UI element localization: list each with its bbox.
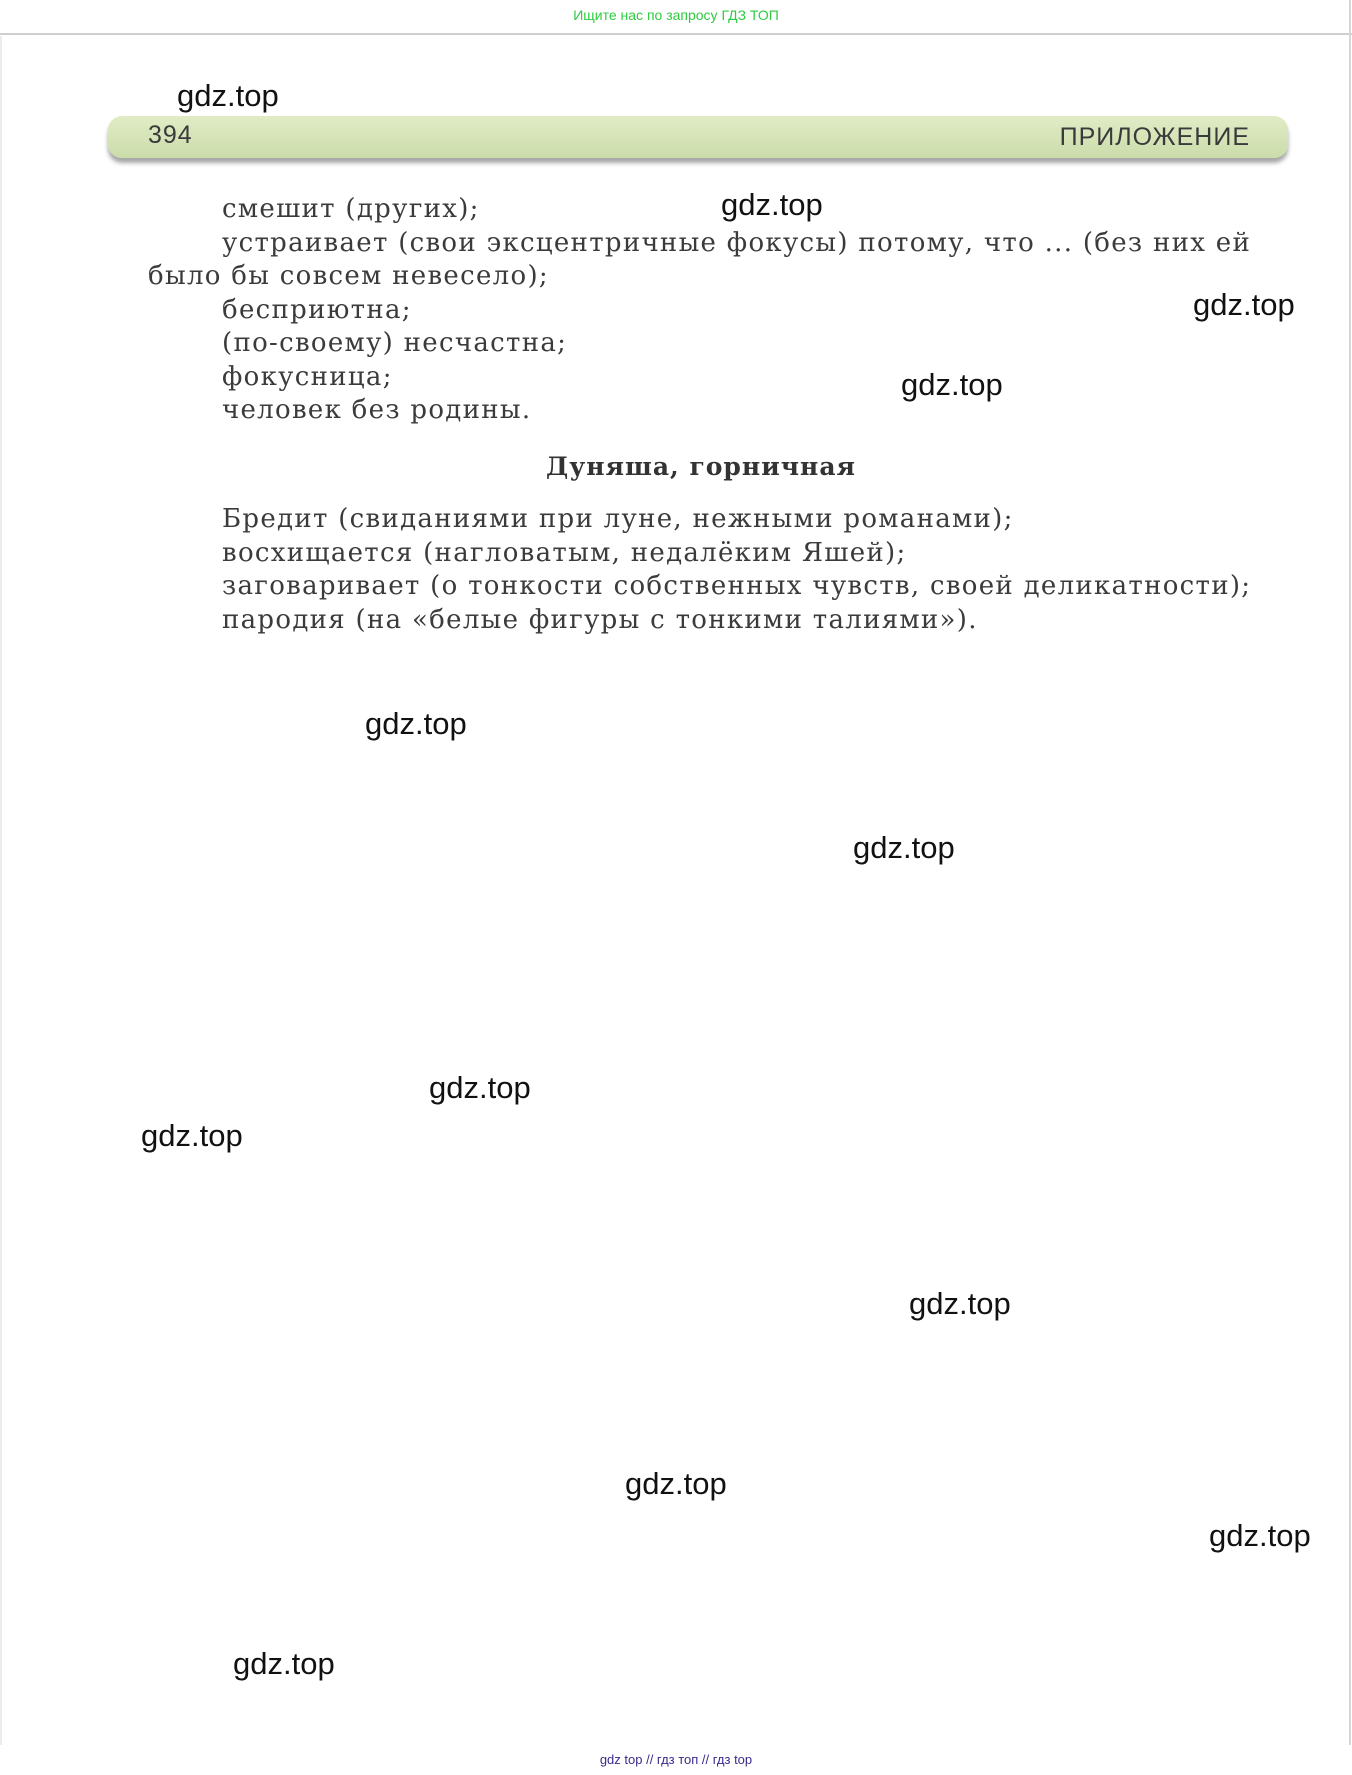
banner-text: Ищите нас по запросу ГДЗ ТОП xyxy=(573,7,779,23)
text-line: фокусница; xyxy=(222,361,393,392)
watermark-text: gdz.top xyxy=(625,1466,727,1501)
watermark-text: gdz.top xyxy=(721,187,823,222)
top-banner xyxy=(0,0,1352,35)
text-line: Бредит (свиданиями при луне, нежными романами); xyxy=(222,504,1014,534)
watermark-text: gdz.top xyxy=(177,78,279,113)
watermark-text: gdz.top xyxy=(909,1286,1011,1321)
character-subheading: Дуняша, горничная xyxy=(545,452,857,481)
footer-links: gdz top // гдз топ // гдз top xyxy=(599,1752,753,1767)
character-traits-block-2 xyxy=(148,503,1252,637)
watermark-text: gdz.top xyxy=(853,830,955,865)
text-line: (по-своему) несчастна; xyxy=(222,328,568,358)
watermark-text: gdz.top xyxy=(901,367,1003,402)
page-left-border xyxy=(0,36,2,1745)
watermark-text: gdz.top xyxy=(233,1646,335,1681)
character-traits-block-1 xyxy=(148,193,1252,428)
watermark-text: gdz.top xyxy=(365,706,467,741)
text-line: восхищается (нагловатым, недалёким Яшей); xyxy=(222,537,907,568)
text-line: смешит (других); xyxy=(222,194,480,224)
text-line: человек без родины. xyxy=(222,395,532,425)
page-number: 394 xyxy=(148,121,193,149)
watermark-text: gdz.top xyxy=(429,1070,531,1105)
page-right-border xyxy=(1349,0,1351,1745)
text-line: устраивает (свои эксцентричные фокусы) потому, что ... (без них ей xyxy=(222,227,1252,258)
watermark-text: gdz.top xyxy=(141,1118,243,1153)
text-line: пародия (на «белые фигуры с тонкими талиями»). xyxy=(222,604,978,635)
text-line: бесприютна; xyxy=(222,294,412,325)
watermark-text: gdz.top xyxy=(1193,287,1295,322)
footer xyxy=(0,1745,1352,1775)
watermark-text: gdz.top xyxy=(1209,1518,1311,1553)
text-line: было бы совсем невесело); xyxy=(148,261,549,291)
section-title: ПРИЛОЖЕНИЕ xyxy=(1059,123,1250,151)
text-line: заговаривает (о тонкости собственных чувств, своей деликатности); xyxy=(222,571,1252,601)
